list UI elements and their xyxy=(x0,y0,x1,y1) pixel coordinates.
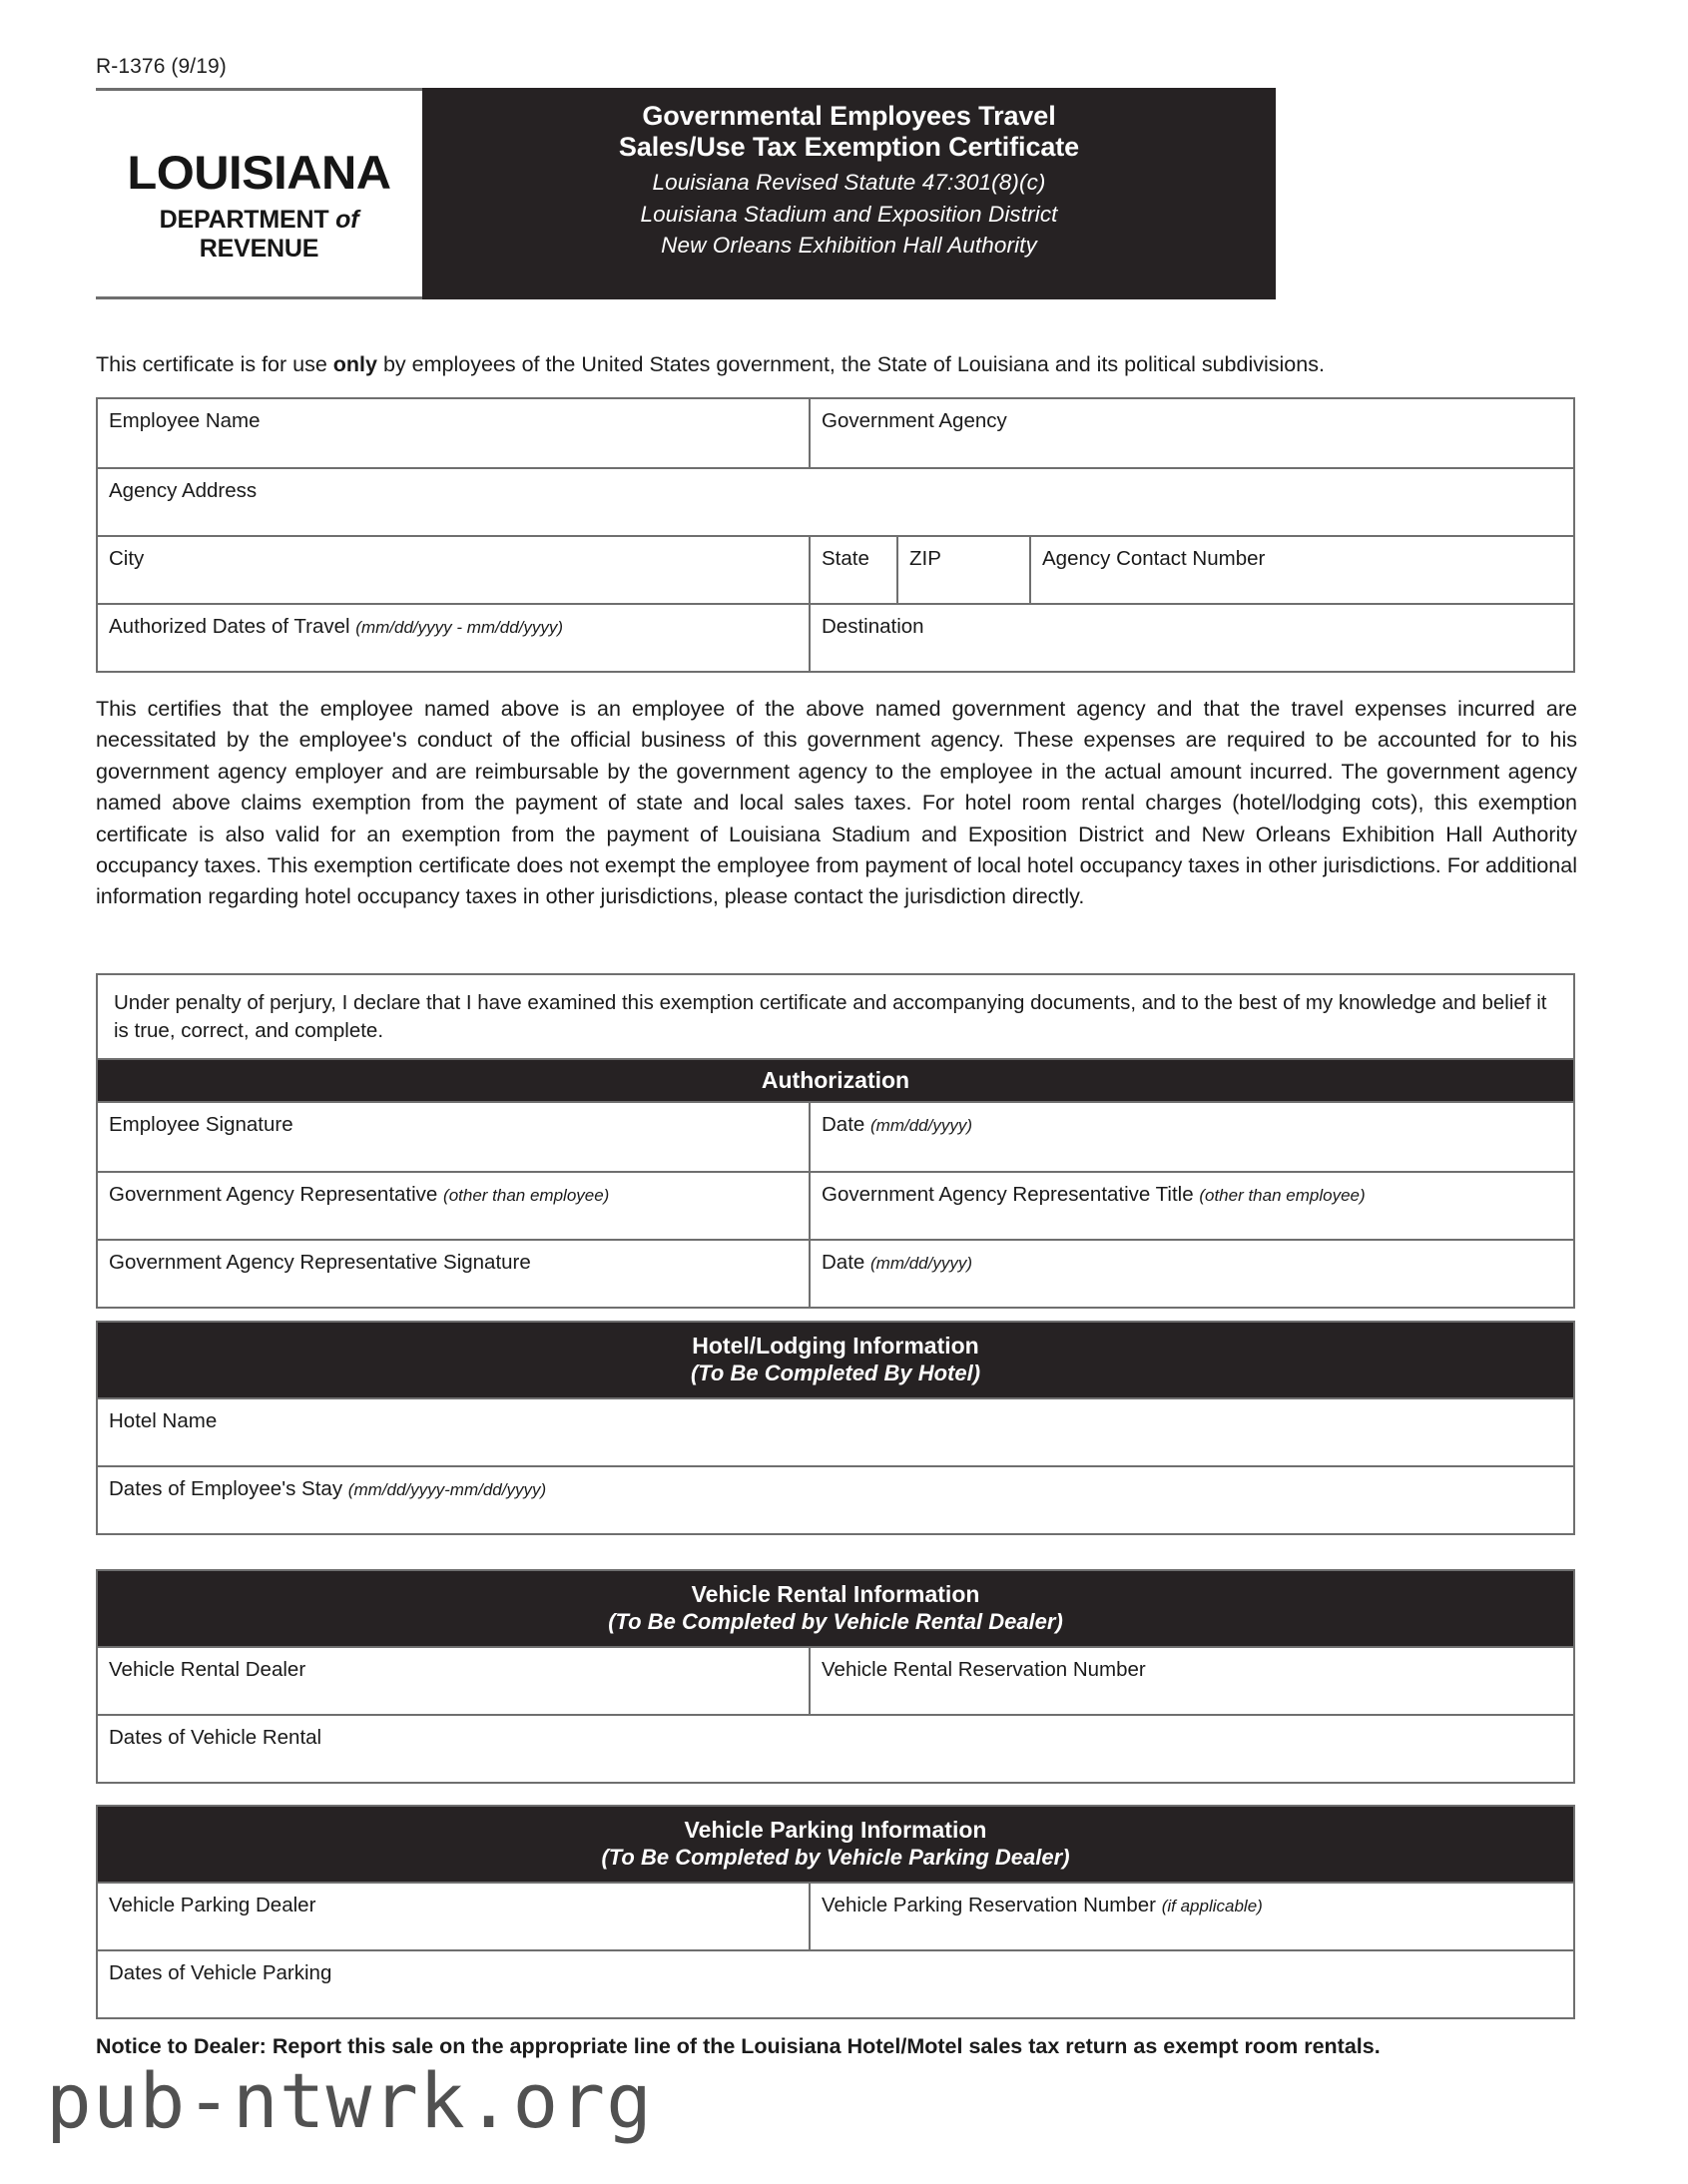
subtitle-exhibition-hall: New Orleans Exhibition Hall Authority xyxy=(661,233,1037,259)
field-rental-dealer-label: Vehicle Rental Dealer xyxy=(109,1657,306,1681)
field-hotel-name[interactable] xyxy=(98,1399,1573,1465)
field-parking-dates-label: Dates of Vehicle Parking xyxy=(109,1960,332,1984)
table-row-parking-dealer xyxy=(98,1882,1573,1949)
field-agency-contact-number-label: Agency Contact Number xyxy=(1042,547,1266,570)
certification-paragraph: This certifies that the employee named above is an employee of the above named government agency and that the travel expenses incurred are necessitated by the employee's conduct of the official business of this government agency. These expenses are required to be accounted for to his government agency employer and are reimbursable by the government agency to the employee in the actual amount incurred. The government agency named above claims exemption from the payment of state and local sales taxes. For hotel room rental charges (hotel/lodging cots), this exemption certificate is also valid for an exemption from the payment of Louisiana Stadium and Exposition District and New Orleans Exhibition Hall Authority occupancy taxes. This exemption certificate does not exempt the employee from payment of local hotel occupancy taxes in other jurisdictions. For additional information regarding hotel occupancy taxes in other jurisdictions, please contact the jurisdiction directly. xyxy=(96,697,1577,909)
parking-section-header xyxy=(98,1807,1573,1882)
field-stay-dates[interactable] xyxy=(98,1467,1573,1533)
logo-department-line xyxy=(98,206,420,264)
parking-section-subtitle: (To Be Completed by Vehicle Parking Dealer) xyxy=(601,1845,1070,1871)
field-parking-dates[interactable] xyxy=(98,1951,1573,2017)
field-agency-address-label: Agency Address xyxy=(109,479,258,502)
field-employee-signature-label: Employee Signature xyxy=(109,1113,293,1137)
field-rental-dealer[interactable] xyxy=(98,1648,809,1714)
field-agency-representative-date[interactable] xyxy=(809,1241,1573,1307)
field-government-agency-label: Government Agency xyxy=(822,409,1007,432)
field-employee-date[interactable] xyxy=(809,1103,1573,1171)
logo-department-of: of xyxy=(335,206,359,234)
intro-statement xyxy=(96,352,1593,377)
louisiana-dor-logo xyxy=(96,88,422,299)
subtitle-statute: Louisiana Revised Statute 47:301(8)(c) xyxy=(652,170,1046,196)
field-agency-representative-title-hint: (other than employee) xyxy=(1199,1186,1366,1206)
field-city-label: City xyxy=(109,547,145,570)
field-authorized-dates-label: Authorized Dates of Travel xyxy=(109,615,350,638)
logo-department-suffix: REVENUE xyxy=(199,235,319,263)
field-zip[interactable] xyxy=(896,537,1029,603)
field-parking-dealer[interactable] xyxy=(98,1884,809,1949)
table-row-city-state-zip xyxy=(98,535,1573,603)
table-row-hotel-name xyxy=(98,1397,1573,1465)
field-rental-reservation-number[interactable] xyxy=(809,1648,1573,1714)
field-agency-address[interactable] xyxy=(98,469,1573,535)
table-row-parking-dates xyxy=(98,1949,1573,2017)
field-state[interactable] xyxy=(809,537,896,603)
hotel-lodging-section xyxy=(96,1321,1575,1535)
table-row-dates-destination xyxy=(98,603,1573,671)
field-agency-representative-date-label: Date xyxy=(822,1251,865,1275)
table-row-agency-rep xyxy=(98,1171,1573,1239)
field-agency-representative[interactable] xyxy=(98,1173,809,1239)
watermark: pub-ntwrk.org xyxy=(46,2056,653,2145)
field-agency-representative-label: Government Agency Representative xyxy=(109,1183,438,1207)
field-agency-representative-title-label: Government Agency Representative Title xyxy=(822,1183,1194,1207)
subtitle-stadium-district: Louisiana Stadium and Exposition District xyxy=(640,201,1058,227)
field-rental-dates-label: Dates of Vehicle Rental xyxy=(109,1725,322,1749)
perjury-statement: Under penalty of perjury, I declare that I have examined this exemption certificate and accompanying documents, and to the best of my knowledge and belief it is true, correct, and complete. xyxy=(114,991,1547,1042)
logo-state-name: LOUISIANA xyxy=(127,146,391,199)
vehicle-rental-section xyxy=(96,1569,1575,1784)
field-parking-dealer-label: Vehicle Parking Dealer xyxy=(109,1893,316,1916)
field-city[interactable] xyxy=(98,537,809,603)
field-parking-reservation-number-label: Vehicle Parking Reservation Number xyxy=(822,1893,1156,1916)
field-government-agency[interactable] xyxy=(809,399,1573,467)
field-employee-date-label: Date xyxy=(822,1113,865,1137)
field-hotel-name-label: Hotel Name xyxy=(109,1408,218,1432)
table-row-rental-dates xyxy=(98,1714,1573,1782)
field-zip-label: ZIP xyxy=(909,547,941,570)
intro-before-bold: This certificate is for use xyxy=(96,352,333,376)
field-agency-representative-date-hint: (mm/dd/yyyy) xyxy=(870,1254,973,1274)
employee-info-table xyxy=(96,397,1575,673)
field-state-label: State xyxy=(822,547,869,570)
field-stay-dates-hint: (mm/dd/yyyy-mm/dd/yyyy) xyxy=(347,1479,547,1499)
field-parking-reservation-number-hint: (if applicable) xyxy=(1161,1896,1263,1915)
table-row-address xyxy=(98,467,1573,535)
title-line-1: Governmental Employees Travel xyxy=(642,101,1056,131)
field-authorized-dates-hint: (mm/dd/yyyy - mm/dd/yyyy) xyxy=(355,618,564,637)
authorization-table xyxy=(96,973,1575,1309)
hotel-section-title: Hotel/Lodging Information xyxy=(692,1333,979,1359)
table-row-name-agency xyxy=(98,399,1573,467)
field-parking-reservation-number[interactable] xyxy=(809,1884,1573,1949)
field-employee-name[interactable] xyxy=(98,399,809,467)
field-employee-name-label: Employee Name xyxy=(109,409,261,432)
field-employee-date-hint: (mm/dd/yyyy) xyxy=(870,1116,973,1136)
dealer-notice: Notice to Dealer: Report this sale on the appropriate line of the Louisiana Hotel/Motel sales tax return as exempt room rentals. xyxy=(96,2034,1381,2058)
hotel-section-header xyxy=(98,1323,1573,1397)
field-destination[interactable] xyxy=(809,605,1573,671)
vehicle-parking-section xyxy=(96,1805,1575,2019)
field-stay-dates-label: Dates of Employee's Stay xyxy=(109,1476,343,1500)
authorization-band-title: Authorization xyxy=(98,1058,1573,1103)
field-agency-representative-signature[interactable] xyxy=(98,1241,809,1307)
field-authorized-dates[interactable] xyxy=(98,605,809,671)
field-agency-representative-hint: (other than employee) xyxy=(443,1186,610,1206)
rental-section-header xyxy=(98,1571,1573,1646)
field-agency-contact-number[interactable] xyxy=(1029,537,1573,603)
field-agency-representative-title[interactable] xyxy=(809,1173,1573,1239)
intro-after-bold: by employees of the United States government, the State of Louisiana and its political subdivisions. xyxy=(376,352,1325,376)
hotel-section-subtitle: (To Be Completed By Hotel) xyxy=(690,1361,981,1386)
parking-section-title: Vehicle Parking Information xyxy=(684,1817,987,1843)
title-banner xyxy=(422,88,1276,299)
field-rental-reservation-number-label: Vehicle Rental Reservation Number xyxy=(822,1657,1146,1681)
table-row-employee-signature xyxy=(98,1103,1573,1171)
table-row-rental-dealer xyxy=(98,1646,1573,1714)
rental-section-subtitle: (To Be Completed by Vehicle Rental Dealer) xyxy=(608,1609,1063,1635)
form-number: R-1376 (9/19) xyxy=(96,55,227,78)
field-employee-signature[interactable] xyxy=(98,1103,809,1171)
title-line-2: Sales/Use Tax Exemption Certificate xyxy=(618,132,1080,163)
field-destination-label: Destination xyxy=(822,615,924,638)
logo-department-prefix: DEPARTMENT xyxy=(159,206,329,234)
table-row-agency-rep-signature xyxy=(98,1239,1573,1307)
rental-section-title: Vehicle Rental Information xyxy=(691,1581,980,1607)
field-rental-dates[interactable] xyxy=(98,1716,1573,1782)
intro-bold-only: only xyxy=(332,352,377,376)
document-header xyxy=(96,88,1276,299)
field-agency-representative-signature-label: Government Agency Representative Signature xyxy=(109,1251,531,1275)
table-row-stay-dates xyxy=(98,1465,1573,1533)
